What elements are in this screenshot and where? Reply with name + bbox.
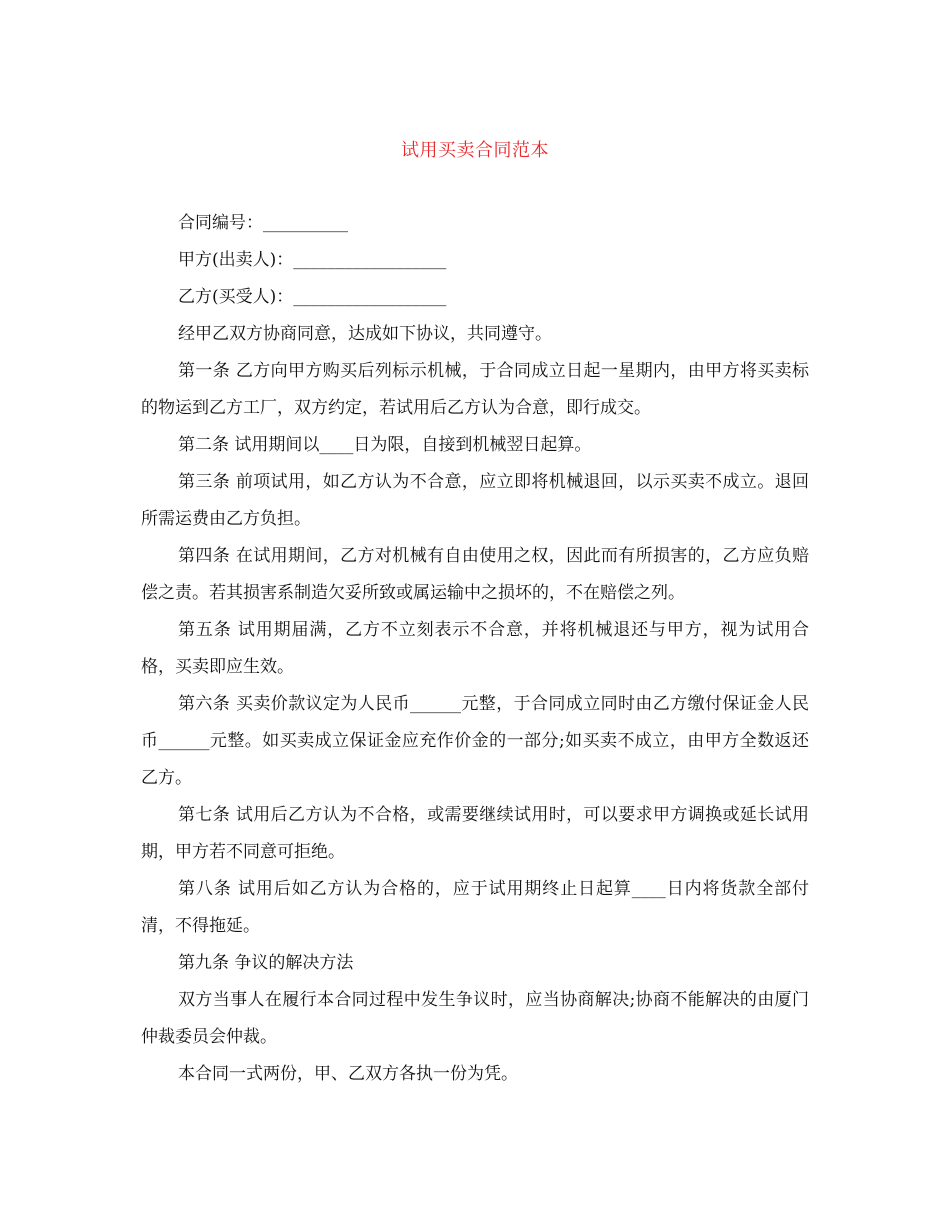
dispute-resolution-paragraph: 双方当事人在履行本合同过程中发生争议时，应当协商解决;协商不能解决的由厦门仲裁委员会仲裁。 bbox=[141, 990, 809, 1047]
clause-1: 第一条 乙方向甲方购买后列标示机械，于合同成立日起一星期内，由甲方将买卖标的物运到乙方工厂，双方约定，若试用后乙方认为合意，即行成交。 bbox=[141, 361, 809, 418]
party-a-field: 甲方(出卖人)：__________________ bbox=[178, 250, 447, 270]
intro-paragraph: 经甲乙双方协商同意，达成如下协议，共同遵守。 bbox=[178, 324, 552, 344]
closing-paragraph: 本合同一式两份，甲、乙双方各执一份为凭。 bbox=[178, 1064, 518, 1084]
clause-3: 第三条 前项试用，如乙方认为不合意，应立即将机械退回，以示买卖不成立。退回所需运费由乙方负担。 bbox=[141, 472, 809, 529]
clause-6: 第六条 买卖价款议定为人民币______元整，于合同成立同时由乙方缴付保证金人民币______元整。如买卖成立保证金应充作价金的一部分;如买卖不成立，由甲方全数返还乙方。 bbox=[141, 694, 809, 788]
clause-5: 第五条 试用期届满，乙方不立刻表示不合意，并将机械退还与甲方，视为试用合格，买卖即应生效。 bbox=[141, 620, 809, 677]
clause-9-heading: 第九条 争议的解决方法 bbox=[178, 953, 354, 973]
clause-7: 第七条 试用后乙方认为不合格，或需要继续试用时，可以要求甲方调换或延长试用期，甲方若不同意可拒绝。 bbox=[141, 805, 809, 862]
party-b-field: 乙方(买受人)：__________________ bbox=[178, 287, 447, 307]
clause-2: 第二条 试用期间以____日为限，自接到机械翌日起算。 bbox=[178, 435, 592, 455]
clause-4: 第四条 在试用期间，乙方对机械有自由使用之权，因此而有所损害的，乙方应负赔偿之责。若其损害系制造欠妥所致或属运输中之损坏的，不在赔偿之列。 bbox=[141, 546, 809, 603]
document-body bbox=[141, 205, 809, 1093]
contract-number-field: 合同编号：__________ bbox=[178, 213, 348, 233]
clause-8: 第八条 试用后如乙方认为合格的，应于试用期终止日起算____日内将货款全部付清，不得拖延。 bbox=[141, 879, 809, 936]
document-title: 试用买卖合同范本 bbox=[401, 140, 549, 161]
